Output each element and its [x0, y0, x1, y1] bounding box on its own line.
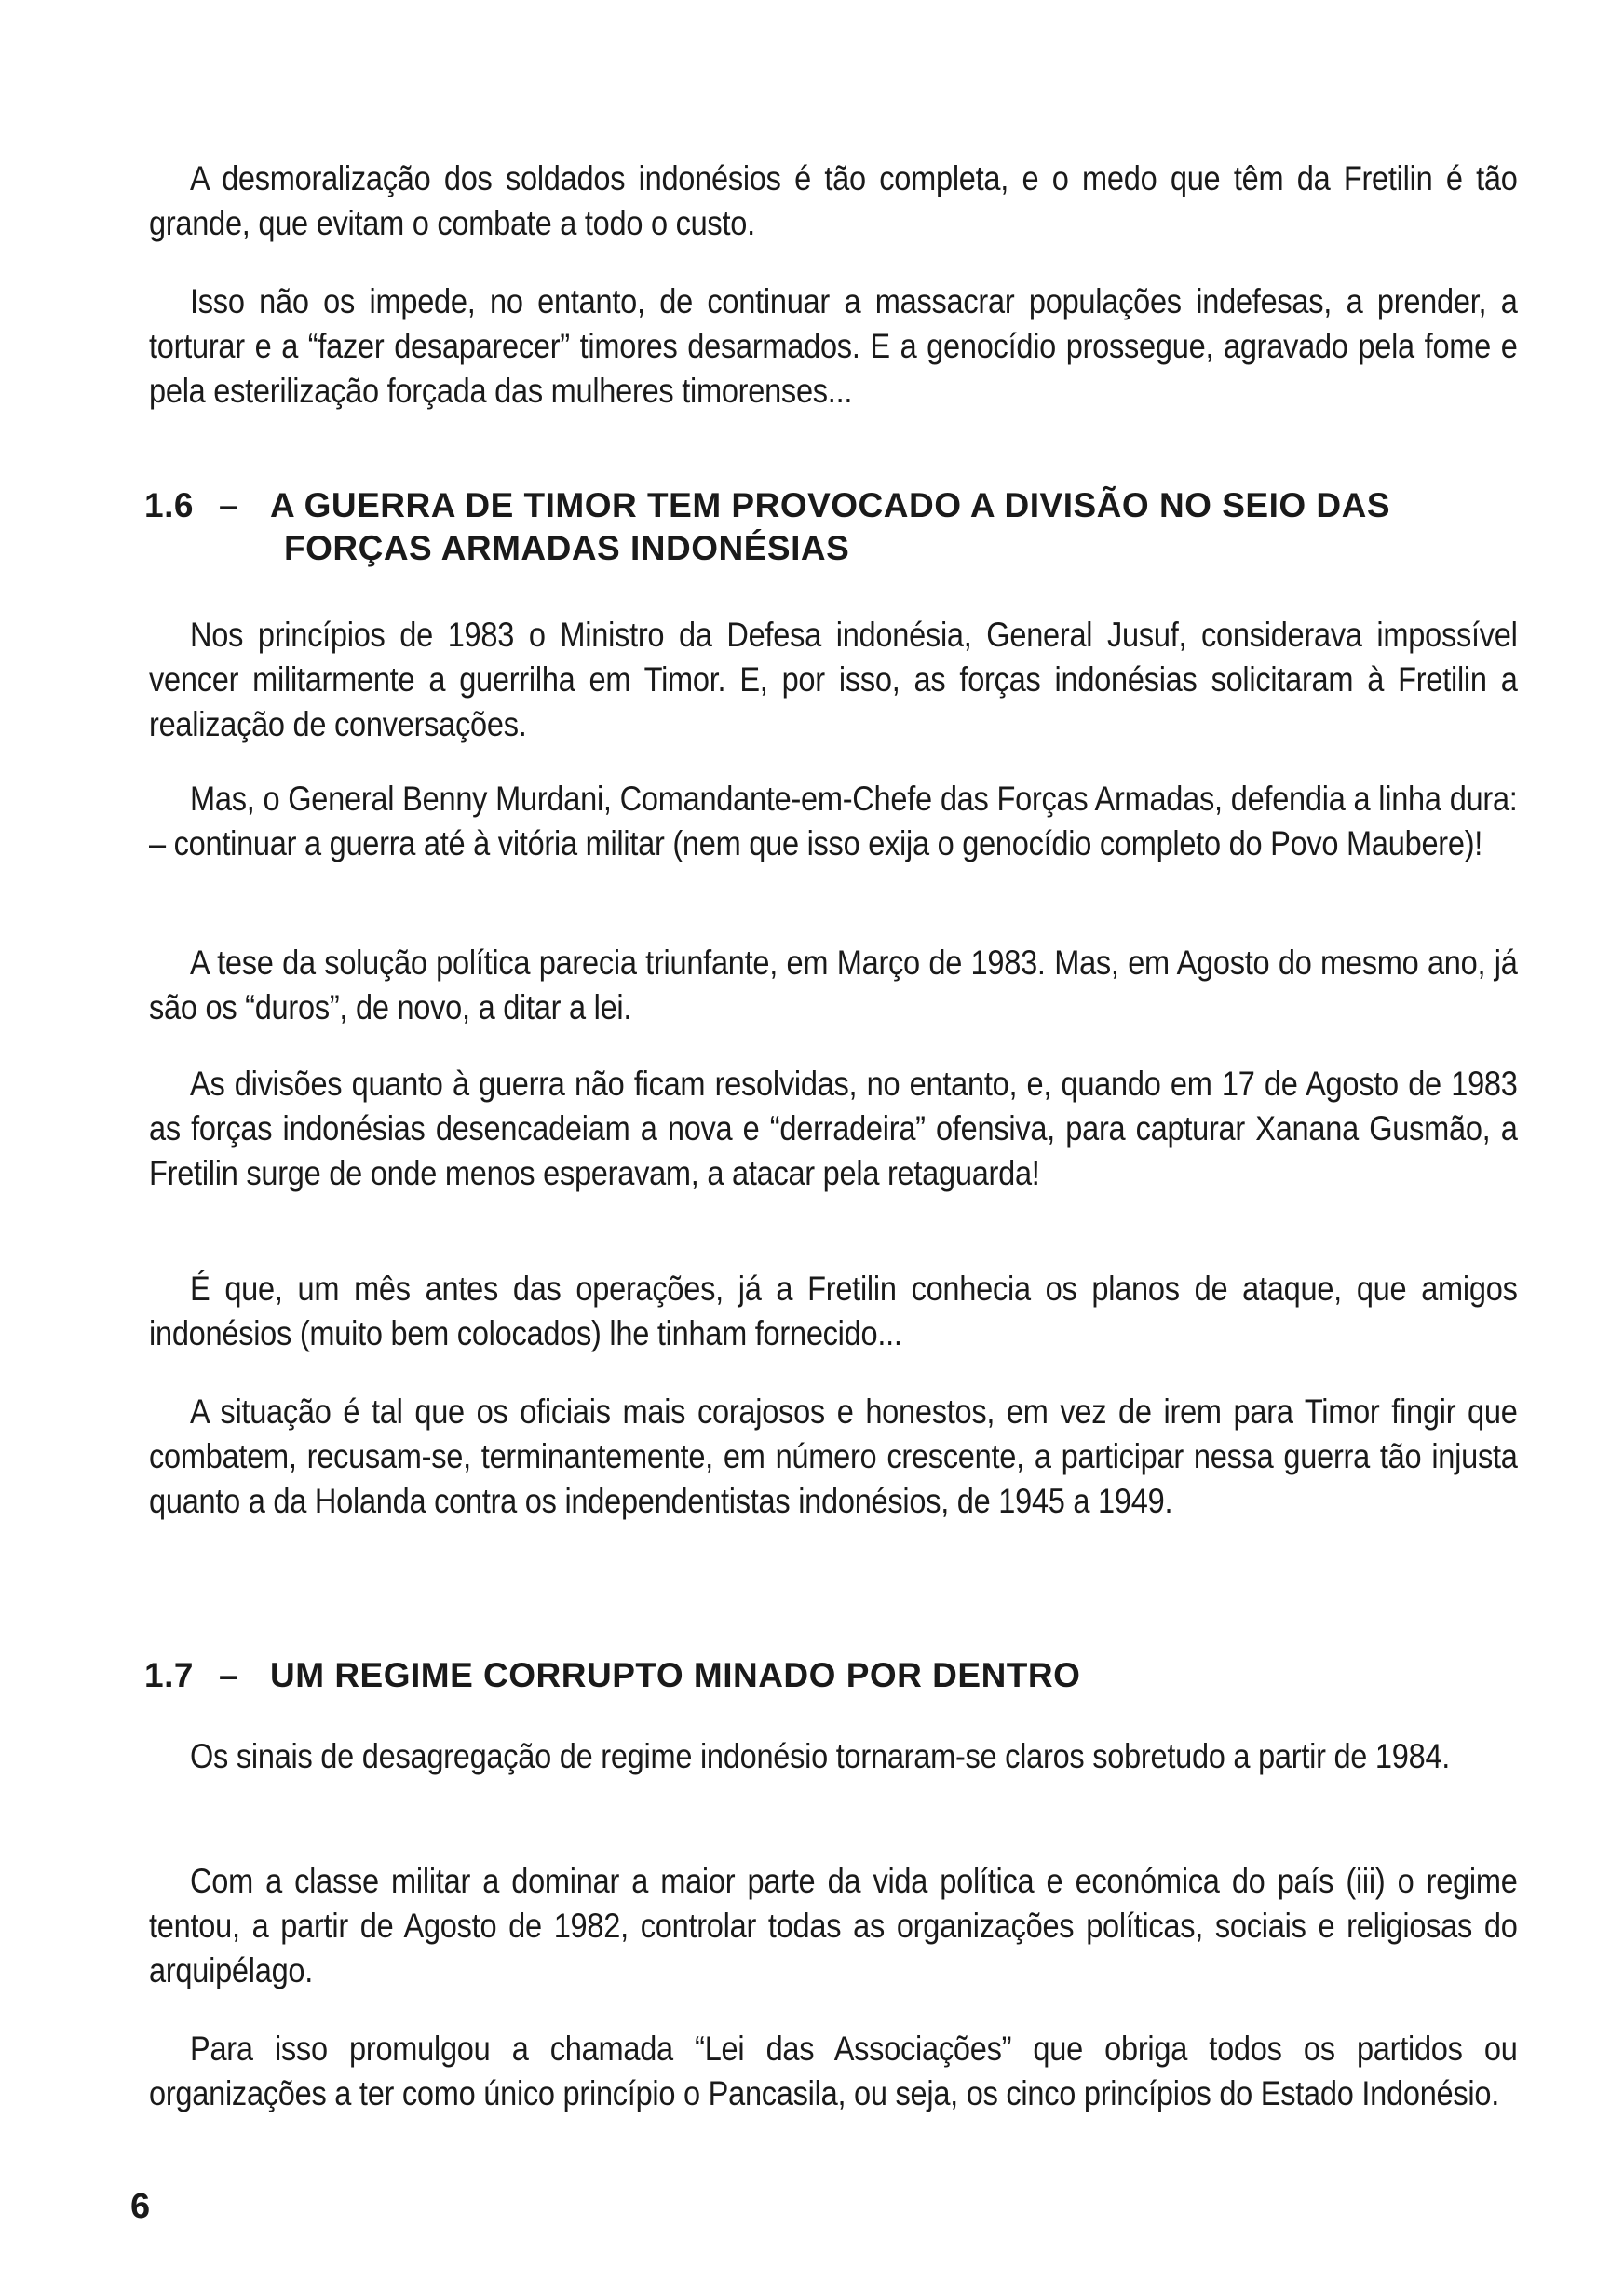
section-dash: –: [219, 486, 239, 524]
paragraph-os-sinais: Os sinais de desagregação de regime indonésio tornaram-se claros sobretudo a partir de 1984.: [190, 1737, 1451, 1775]
section-heading-1-6: [144, 484, 1390, 570]
paragraph-isso-nao-os-impede: Isso não os impede, no entanto, de continuar a massacrar populações indefesas, a prender, a torturar e a “fazer desaparecer” timores desarmados. E a genocídio prossegue, agravado pela fome e pela esterilização forçada das mulheres timorenses...: [149, 282, 1518, 410]
page-number: 6: [130, 2187, 151, 2226]
section-title-line1: A GUERRA DE TIMOR TEM PROVOCADO A DIVISÃO NO SEIO DAS: [270, 486, 1391, 524]
paragraph-a-tese: A tese da solução política parecia triunfante, em Março de 1983. Mas, em Agosto do mesmo ano, já são os “duros”, de novo, a ditar a lei.: [149, 944, 1518, 1026]
section-number: 1.6: [144, 486, 194, 524]
section-title: UM REGIME CORRUPTO MINADO POR DENTRO: [270, 1656, 1081, 1694]
paragraph-nos-principios: Nos princípios de 1983 o Ministro da Defesa indonésia, General Jusuf, considerava impossível vencer militarmente a guerrilha em Timor. E, por isso, as forças indonésias solicitaram à Fretilin a realização de conversações.: [149, 616, 1518, 743]
paragraph-a-situacao: A situação é tal que os oficiais mais corajosos e honestos, em vez de irem para Timor fingir que combatem, recusam-se, terminantemente, em número crescente, a participar nessa guerra tão injusta quanto a da Holanda contra os independentistas indonésios, de 1945 a 1949.: [149, 1392, 1518, 1520]
paragraph-mas-o-general: Mas, o General Benny Murdani, Comandante-em-Chefe das Forças Armadas, defendia a linha dura: – continuar a guerra até à vitória militar (nem que isso exija o genocídio completo do Povo Maubere)!: [149, 780, 1518, 862]
paragraph-para-isso: Para isso promulgou a chamada “Lei das Associações” que obriga todos os partidos ou organizações a ter como único princípio o Pancasila, ou seja, os cinco princípios do Estado Indonésio.: [149, 2030, 1518, 2112]
section-heading-1-7: [144, 1654, 1080, 1697]
section-number: 1.7: [144, 1656, 194, 1694]
paragraph-e-que: É que, um mês antes das operações, já a Fretilin conhecia os planos de ataque, que amigos indonésios (muito bem colocados) lhe tinham fornecido...: [149, 1270, 1518, 1352]
section-title-line2: FORÇAS ARMADAS INDONÉSIAS: [284, 529, 850, 567]
paragraph-com-a-classe: Com a classe militar a dominar a maior parte da vida política e económica do país (iii) o regime tentou, a partir de Agosto de 1982, controlar todas as organizações políticas, sociais e religiosas do arquipélago.: [149, 1862, 1518, 1989]
paragraph-as-divisoes: As divisões quanto à guerra não ficam resolvidas, no entanto, e, quando em 17 de Agosto de 1983 as forças indonésias desencadeiam a nova e “derradeira” ofensiva, para capturar Xanana Gusmão, a Fretilin surge de onde menos esperavam, a atacar pela retaguarda!: [149, 1065, 1518, 1192]
paragraph-desmoralizacao: A desmoralização dos soldados indonésios é tão completa, e o medo que têm da Fretilin é tão grande, que evitam o combate a todo o custo.: [149, 159, 1518, 242]
section-dash: –: [219, 1656, 239, 1694]
